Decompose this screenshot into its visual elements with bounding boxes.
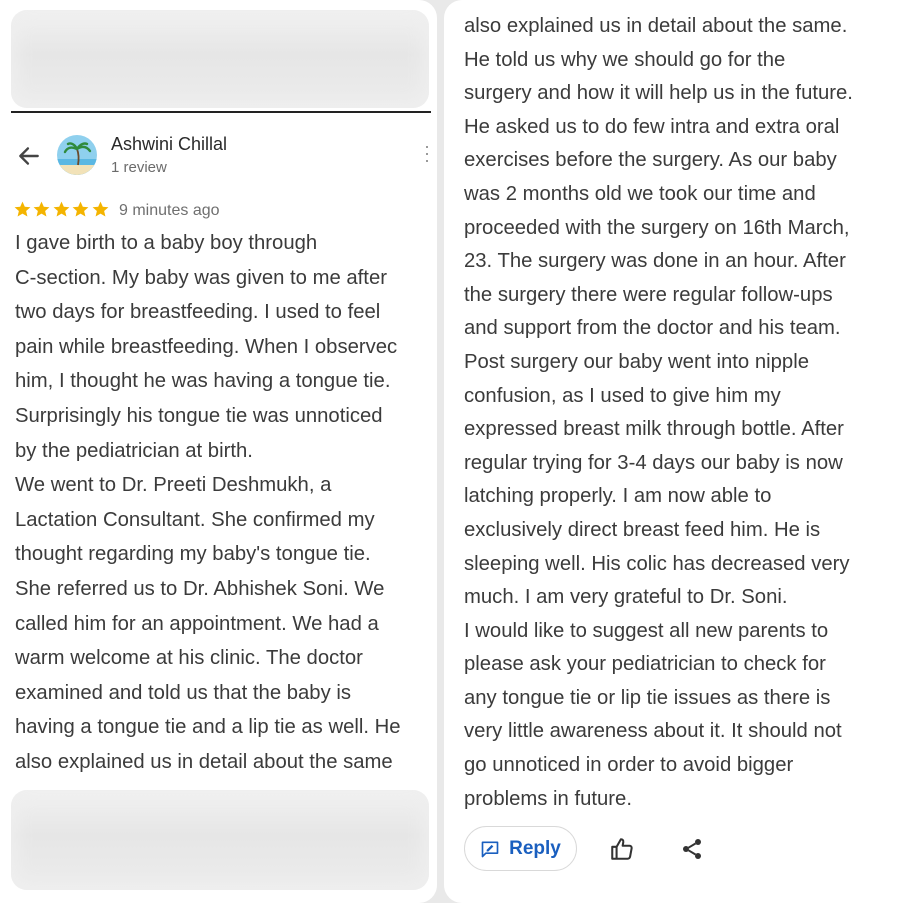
review-line: 23. The surgery was done in an hour. After xyxy=(464,250,846,273)
star-rating xyxy=(13,200,110,219)
review-line: Post surgery our baby went into nipple xyxy=(464,350,809,373)
share-icon[interactable] xyxy=(680,837,704,861)
blurred-footer-area xyxy=(11,790,429,890)
review-text-right xyxy=(464,10,894,816)
star-icon xyxy=(91,200,110,219)
review-line: thought regarding my baby's tongue tie. xyxy=(15,543,371,566)
review-text-left xyxy=(15,226,435,780)
review-line: Surprisingly his tongue tie was unnoticed xyxy=(15,404,383,427)
review-line: him, I thought he was having a tongue tie. xyxy=(15,370,391,393)
star-icon xyxy=(13,200,32,219)
review-line: Lactation Consultant. She confirmed my xyxy=(15,508,375,531)
reviewer-name[interactable]: Ashwini Chillal xyxy=(111,134,228,154)
review-line: pain while breastfeeding. When I observec xyxy=(15,335,398,358)
avatar[interactable] xyxy=(57,135,97,175)
beach-avatar-icon xyxy=(57,135,97,175)
review-line: latching properly. I am now able to xyxy=(464,485,772,508)
back-arrow-icon[interactable] xyxy=(16,143,42,169)
review-line: expressed breast milk through bottle. After xyxy=(464,418,844,441)
review-line: He asked us to do few intra and extra oral xyxy=(464,115,840,138)
more-options-icon[interactable] xyxy=(426,146,429,162)
star-icon xyxy=(32,200,51,219)
thumbs-up-icon[interactable] xyxy=(609,836,635,862)
review-line: also explained us in detail about the same. xyxy=(464,15,848,37)
review-line: having a tongue tie and a lip tie as well. He xyxy=(15,716,401,739)
review-line: two days for breastfeeding. I used to feel xyxy=(15,301,381,324)
review-line: the surgery there were regular follow-ups xyxy=(464,283,833,306)
review-line: problems in future. xyxy=(464,787,632,810)
review-line: regular trying for 3-4 days our baby is now xyxy=(464,451,843,474)
review-line: was 2 months old we took our time and xyxy=(464,182,816,205)
review-line: much. I am very grateful to Dr. Soni. xyxy=(464,586,788,609)
header-divider xyxy=(11,111,431,113)
review-line: exclusively direct breast feed him. He is xyxy=(464,518,821,541)
review-line: also explained us in detail about the same xyxy=(15,750,393,773)
review-line: examined and told us that the baby is xyxy=(15,681,351,704)
review-line: and support from the doctor and his team. xyxy=(464,317,841,340)
review-line: I would like to suggest all new parents to xyxy=(464,619,829,642)
review-line: We went to Dr. Preeti Deshmukh, a xyxy=(15,474,332,497)
reply-button[interactable] xyxy=(464,826,577,871)
review-line: I gave birth to a baby boy through xyxy=(15,232,318,254)
star-icon xyxy=(52,200,71,219)
review-line: by the pediatrician at birth. xyxy=(15,439,253,462)
star-icon xyxy=(71,200,90,219)
review-line: warm welcome at his clinic. The doctor xyxy=(15,647,363,670)
review-count: 1 review xyxy=(111,159,167,176)
review-line: He told us why we should go for the xyxy=(464,48,786,71)
review-line: any tongue tie or lip tie issues as there is xyxy=(464,686,831,709)
reply-label: Reply xyxy=(509,837,561,859)
review-line: surgery and how it will help us in the future. xyxy=(464,82,853,105)
review-line: sleeping well. His colic has decreased very xyxy=(464,552,850,575)
review-line: go unnoticed in order to avoid bigger xyxy=(464,754,794,777)
review-line: exercises before the surgery. As our baby xyxy=(464,149,837,172)
left-screenshot-panel xyxy=(0,0,437,903)
blurred-header-area xyxy=(11,10,429,108)
review-line: called him for an appointment. We had a xyxy=(15,612,379,635)
review-line: confusion, as I used to give him my xyxy=(464,384,781,407)
review-line: very little awareness about it. It should not xyxy=(464,720,842,743)
review-time: 9 minutes ago xyxy=(119,202,220,219)
review-line: proceeded with the surgery on 16th March, xyxy=(464,216,850,239)
review-line: C-section. My baby was given to me after xyxy=(15,266,387,289)
review-line: please ask your pediatrician to check for xyxy=(464,653,826,676)
reply-edit-icon xyxy=(480,839,500,859)
review-line: She referred us to Dr. Abhishek Soni. We xyxy=(15,577,385,600)
